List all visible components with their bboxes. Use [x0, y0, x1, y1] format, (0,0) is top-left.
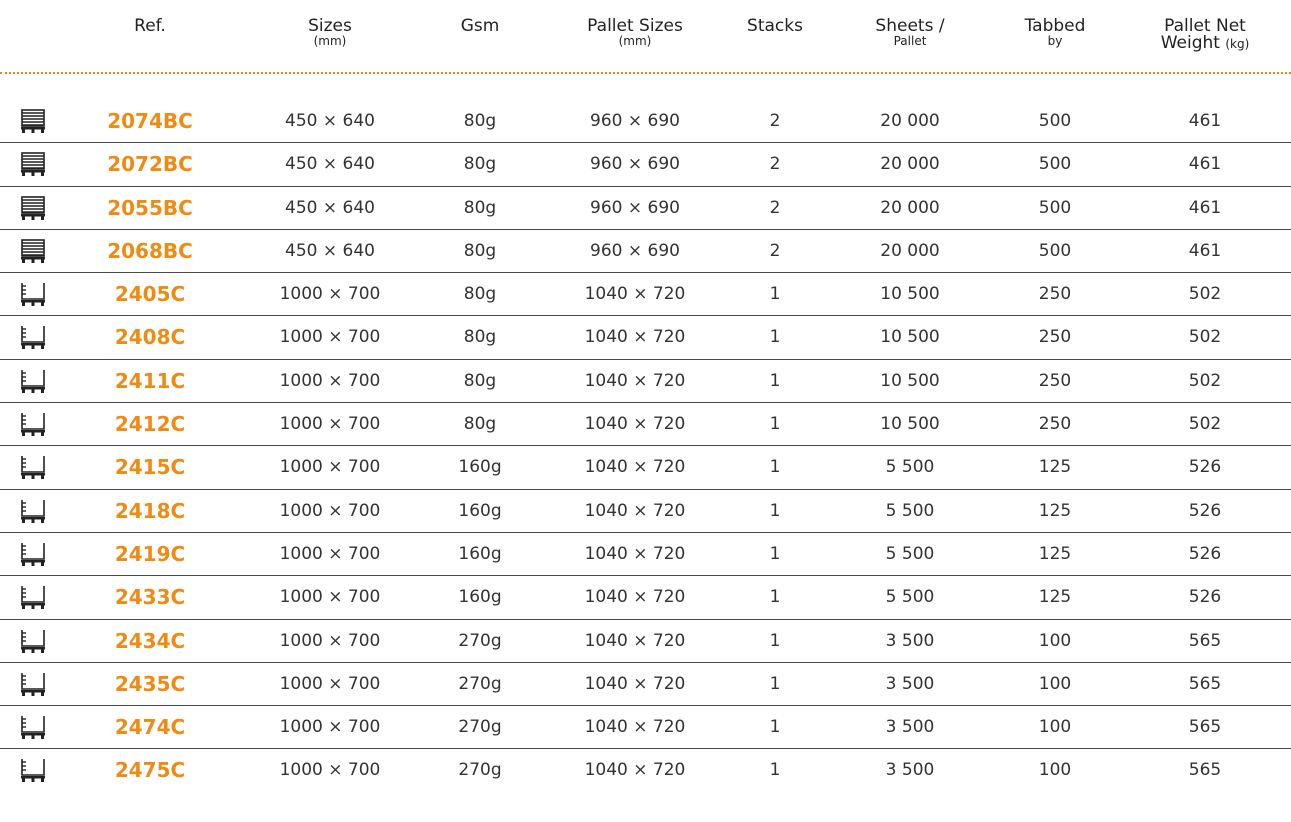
gsm-cell: 270g	[458, 673, 502, 694]
header-tabbed-sub: by	[1047, 34, 1063, 48]
tabbed-cell: 500	[1038, 240, 1072, 261]
table-row	[0, 533, 1291, 576]
gsm-cell: 80g	[463, 197, 497, 218]
double-stack-pallet-icon	[18, 195, 48, 221]
tabbed-cell: 250	[1038, 370, 1072, 391]
gsm-cell: 270g	[458, 717, 502, 738]
tabbed-cell: 500	[1038, 111, 1072, 131]
weight-cell: 565	[1188, 717, 1222, 738]
size-cell: 1000 × 700	[279, 284, 381, 305]
double-stack-pallet-icon	[18, 108, 48, 134]
weight-cell: 565	[1188, 673, 1222, 694]
double-stack-pallet-icon	[18, 238, 48, 264]
pallet-size-cell: 960 × 690	[590, 240, 680, 261]
table-row	[0, 100, 1291, 143]
weight-cell: 565	[1188, 630, 1222, 651]
size-cell: 1000 × 700	[279, 673, 381, 694]
pallet-size-cell: 1040 × 720	[584, 760, 686, 781]
size-cell: 1000 × 700	[279, 543, 381, 564]
single-stack-pallet-icon	[18, 324, 48, 350]
pallet-size-cell: 1040 × 720	[584, 370, 686, 391]
size-cell: 1000 × 700	[279, 327, 381, 348]
weight-cell: 502	[1188, 414, 1222, 435]
tabbed-cell: 250	[1038, 414, 1072, 435]
stacks-cell: 1	[769, 543, 781, 564]
tabbed-cell: 125	[1038, 500, 1072, 521]
pallet-size-cell: 960 × 690	[590, 111, 680, 131]
size-cell: 1000 × 700	[279, 457, 381, 478]
sheets-cell: 10 500	[880, 414, 940, 435]
gsm-cell: 270g	[458, 760, 502, 781]
header-sheets-per-pallet	[850, 18, 970, 47]
header-stacks-label: Stacks	[747, 16, 803, 36]
size-cell: 1000 × 700	[279, 630, 381, 651]
pallet-size-cell: 1040 × 720	[584, 284, 686, 305]
tabbed-cell: 500	[1038, 154, 1072, 175]
size-cell: 450 × 640	[285, 240, 375, 261]
single-stack-pallet-icon	[18, 541, 48, 567]
table-row	[0, 446, 1291, 489]
ref-cell: 2419C	[114, 541, 186, 566]
single-stack-pallet-icon	[18, 628, 48, 654]
pallet-size-cell: 1040 × 720	[584, 457, 686, 478]
header-pallet-sizes-label: Pallet Sizes	[587, 16, 683, 36]
size-cell: 450 × 640	[285, 154, 375, 175]
sheets-cell: 20 000	[880, 197, 940, 218]
sheets-cell: 10 500	[880, 327, 940, 348]
stacks-cell: 2	[769, 197, 781, 218]
ref-cell: 2072BC	[107, 152, 193, 177]
gsm-cell: 80g	[463, 154, 497, 175]
stacks-cell: 1	[769, 630, 781, 651]
stacks-cell: 1	[769, 760, 781, 781]
pallet-size-cell: 1040 × 720	[584, 630, 686, 651]
sheets-cell: 5 500	[885, 500, 935, 521]
weight-cell: 526	[1188, 500, 1222, 521]
pallet-size-cell: 1040 × 720	[584, 500, 686, 521]
header-pallet-sizes	[560, 18, 710, 47]
header-ref	[100, 18, 200, 35]
gsm-cell: 80g	[463, 414, 497, 435]
pallet-size-cell: 1040 × 720	[584, 543, 686, 564]
tabbed-cell: 100	[1038, 760, 1072, 781]
ref-cell: 2475C	[114, 758, 186, 783]
weight-cell: 502	[1188, 284, 1222, 305]
sheets-cell: 20 000	[880, 154, 940, 175]
sheets-cell: 10 500	[880, 370, 940, 391]
weight-cell: 526	[1188, 587, 1222, 608]
double-stack-pallet-icon	[18, 151, 48, 177]
stacks-cell: 2	[769, 111, 781, 131]
ref-cell: 2415C	[114, 455, 186, 480]
tabbed-cell: 125	[1038, 587, 1072, 608]
gsm-cell: 80g	[463, 327, 497, 348]
tabbed-cell: 250	[1038, 327, 1072, 348]
product-table-body	[0, 100, 1291, 792]
header-tabbed-by	[1000, 18, 1110, 47]
sheets-cell: 5 500	[885, 457, 935, 478]
header-sizes-unit: (mm)	[313, 34, 347, 48]
ref-cell: 2074BC	[107, 109, 193, 133]
table-row	[0, 403, 1291, 446]
single-stack-pallet-icon	[18, 498, 48, 524]
single-stack-pallet-icon	[18, 281, 48, 307]
table-row	[0, 360, 1291, 403]
weight-cell: 461	[1188, 240, 1222, 261]
size-cell: 450 × 640	[285, 111, 375, 131]
sheets-cell: 10 500	[880, 284, 940, 305]
weight-cell: 461	[1188, 111, 1222, 131]
ref-cell: 2434C	[114, 628, 186, 653]
header-sizes-label: Sizes	[308, 16, 352, 36]
stacks-cell: 1	[769, 457, 781, 478]
ref-cell: 2474C	[114, 715, 186, 740]
size-cell: 1000 × 700	[279, 717, 381, 738]
stacks-cell: 2	[769, 240, 781, 261]
ref-cell: 2055BC	[107, 195, 193, 220]
sheets-cell: 20 000	[880, 111, 940, 131]
tabbed-cell: 125	[1038, 457, 1072, 478]
size-cell: 1000 × 700	[279, 500, 381, 521]
header-gsm-label: Gsm	[460, 16, 500, 36]
sheets-cell: 5 500	[885, 587, 935, 608]
stacks-cell: 1	[769, 717, 781, 738]
single-stack-pallet-icon	[18, 368, 48, 394]
size-cell: 1000 × 700	[279, 587, 381, 608]
pallet-size-cell: 1040 × 720	[584, 327, 686, 348]
ref-cell: 2068BC	[107, 238, 193, 263]
table-row	[0, 143, 1291, 186]
size-cell: 1000 × 700	[279, 760, 381, 781]
weight-cell: 565	[1188, 760, 1222, 781]
header-dotted-divider	[0, 72, 1291, 74]
table-row	[0, 576, 1291, 619]
stacks-cell: 2	[769, 154, 781, 175]
gsm-cell: 160g	[458, 457, 502, 478]
table-row	[0, 663, 1291, 706]
sheets-cell: 3 500	[885, 717, 935, 738]
ref-cell: 2433C	[114, 585, 186, 610]
header-sheets-sub: Pallet	[893, 34, 927, 48]
sheets-cell: 3 500	[885, 673, 935, 694]
header-sizes	[270, 18, 390, 47]
sheets-cell: 3 500	[885, 630, 935, 651]
header-tabbed-label: Tabbed	[1024, 16, 1086, 36]
table-row	[0, 620, 1291, 663]
sheets-cell: 5 500	[885, 543, 935, 564]
header-sheets-label: Sheets /	[875, 16, 945, 36]
gsm-cell: 80g	[463, 370, 497, 391]
ref-cell: 2411C	[114, 368, 186, 393]
stacks-cell: 1	[769, 500, 781, 521]
table-row	[0, 706, 1291, 749]
weight-cell: 461	[1188, 154, 1222, 175]
ref-cell: 2435C	[114, 671, 186, 696]
sheets-cell: 20 000	[880, 240, 940, 261]
header-pallet-sizes-unit: (mm)	[618, 34, 652, 48]
gsm-cell: 160g	[458, 543, 502, 564]
weight-cell: 461	[1188, 197, 1222, 218]
gsm-cell: 160g	[458, 500, 502, 521]
pallet-size-cell: 1040 × 720	[584, 587, 686, 608]
pallet-size-cell: 960 × 690	[590, 197, 680, 218]
single-stack-pallet-icon	[18, 714, 48, 740]
pallet-size-cell: 1040 × 720	[584, 673, 686, 694]
tabbed-cell: 100	[1038, 630, 1072, 651]
single-stack-pallet-icon	[18, 454, 48, 480]
single-stack-pallet-icon	[18, 411, 48, 437]
header-gsm	[435, 18, 525, 35]
single-stack-pallet-icon	[18, 584, 48, 610]
stacks-cell: 1	[769, 587, 781, 608]
table-row	[0, 490, 1291, 533]
header-pallet-net-weight	[1125, 18, 1285, 53]
weight-cell: 502	[1188, 327, 1222, 348]
tabbed-cell: 125	[1038, 543, 1072, 564]
header-weight-label: Pallet Net	[1164, 16, 1246, 36]
gsm-cell: 160g	[458, 587, 502, 608]
gsm-cell: 80g	[463, 111, 497, 131]
size-cell: 1000 × 700	[279, 370, 381, 391]
header-weight-label-2: Weight	[1160, 33, 1220, 53]
tabbed-cell: 500	[1038, 197, 1072, 218]
stacks-cell: 1	[769, 284, 781, 305]
single-stack-pallet-icon	[18, 671, 48, 697]
ref-cell: 2412C	[114, 412, 186, 437]
pallet-size-cell: 960 × 690	[590, 154, 680, 175]
stacks-cell: 1	[769, 673, 781, 694]
table-row	[0, 316, 1291, 359]
sheets-cell: 3 500	[885, 760, 935, 781]
table-row	[0, 230, 1291, 273]
header-ref-label: Ref.	[134, 16, 166, 36]
header-stacks	[730, 18, 820, 35]
stacks-cell: 1	[769, 370, 781, 391]
tabbed-cell: 100	[1038, 673, 1072, 694]
gsm-cell: 80g	[463, 240, 497, 261]
table-header	[0, 0, 1291, 72]
weight-cell: 526	[1188, 543, 1222, 564]
size-cell: 450 × 640	[285, 197, 375, 218]
ref-cell: 2408C	[114, 325, 186, 350]
gsm-cell: 270g	[458, 630, 502, 651]
ref-cell: 2405C	[114, 282, 186, 307]
table-row	[0, 749, 1291, 791]
table-row	[0, 273, 1291, 316]
table-row	[0, 187, 1291, 230]
stacks-cell: 1	[769, 414, 781, 435]
tabbed-cell: 250	[1038, 284, 1072, 305]
single-stack-pallet-icon	[18, 757, 48, 783]
size-cell: 1000 × 700	[279, 414, 381, 435]
header-weight-unit: (kg)	[1225, 37, 1250, 51]
ref-cell: 2418C	[114, 498, 186, 523]
tabbed-cell: 100	[1038, 717, 1072, 738]
pallet-size-cell: 1040 × 720	[584, 717, 686, 738]
pallet-size-cell: 1040 × 720	[584, 414, 686, 435]
gsm-cell: 80g	[463, 284, 497, 305]
weight-cell: 502	[1188, 370, 1222, 391]
weight-cell: 526	[1188, 457, 1222, 478]
stacks-cell: 1	[769, 327, 781, 348]
